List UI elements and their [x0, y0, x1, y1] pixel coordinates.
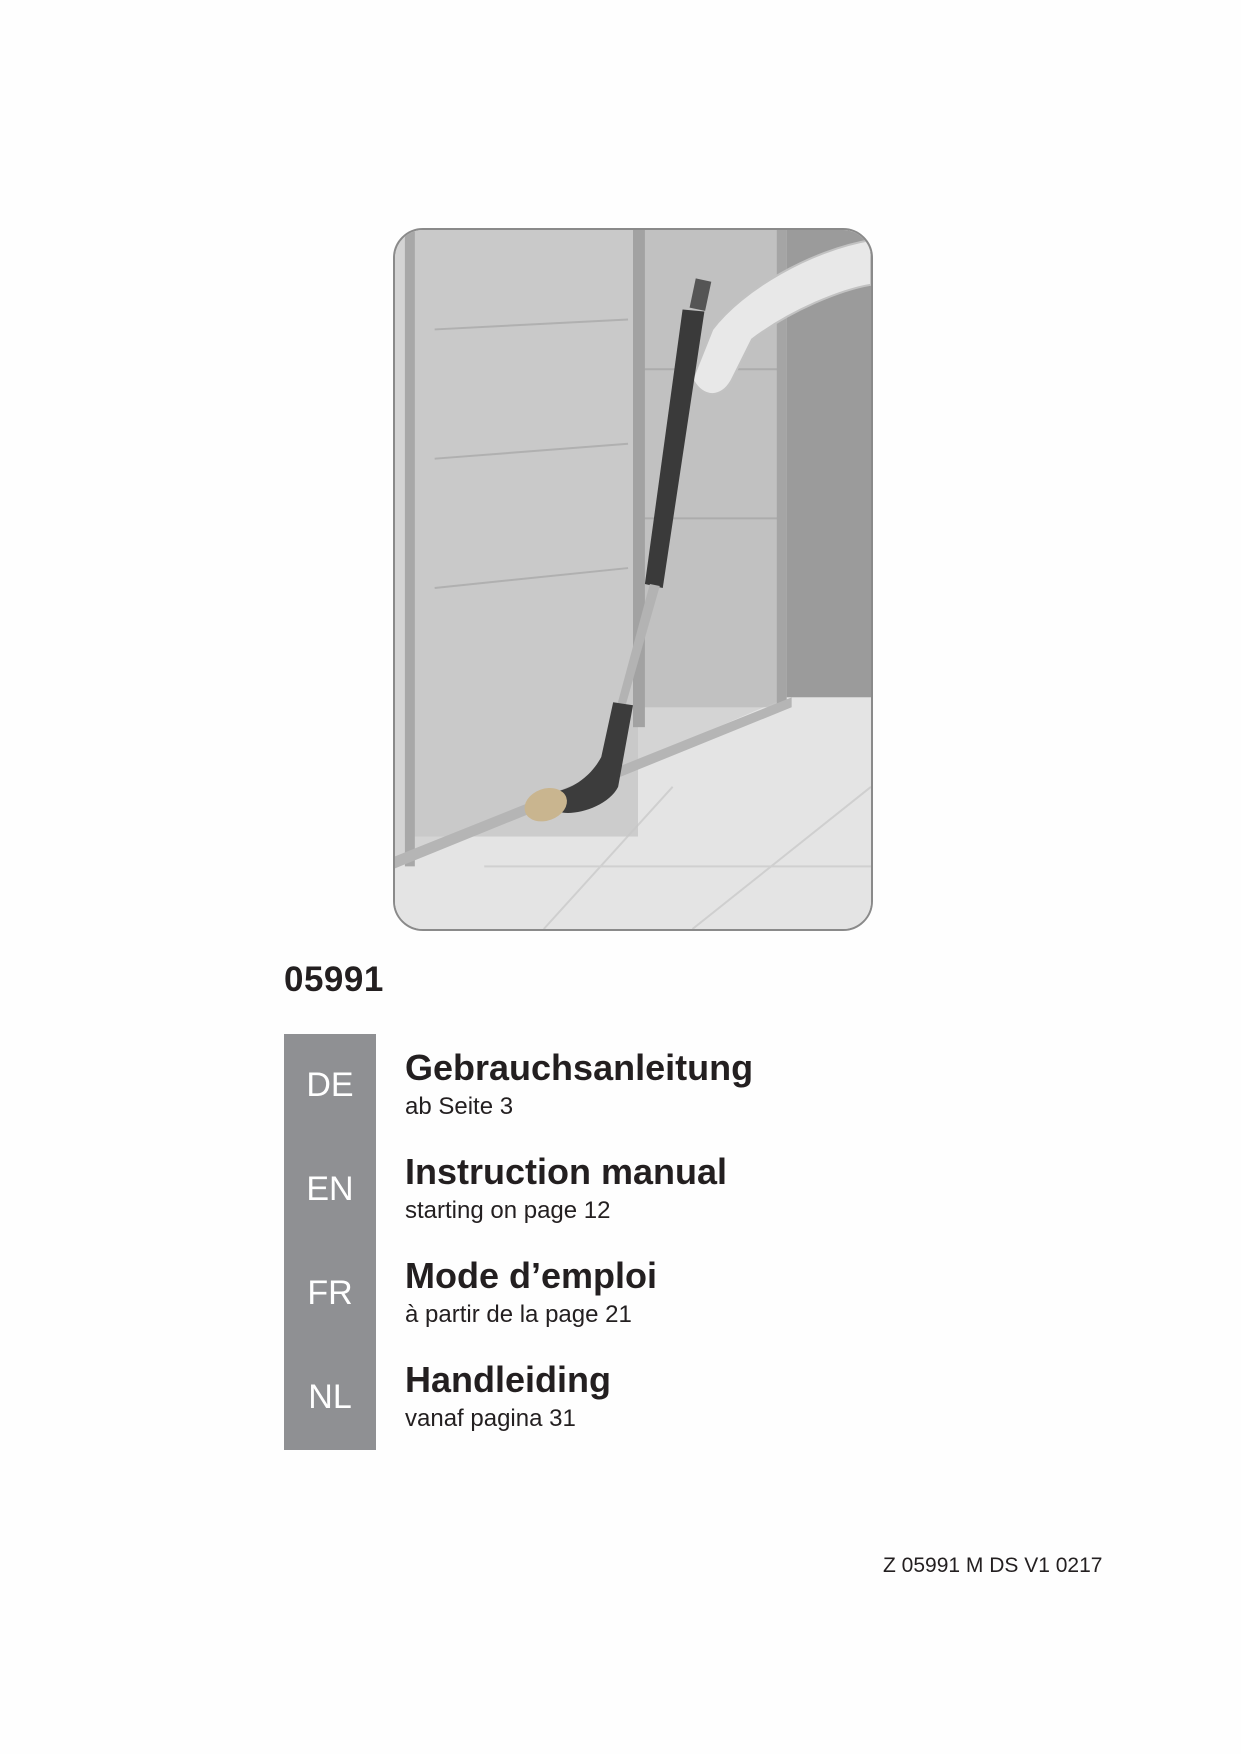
- manual-title-en: Instruction manual: [405, 1151, 728, 1192]
- language-code-fr: FR: [307, 1274, 353, 1312]
- product-photo: [393, 228, 873, 931]
- language-code-de: DE: [306, 1066, 354, 1104]
- manual-title-de: Gebrauchsanleitung: [405, 1047, 754, 1088]
- manual-title-fr: Mode d’emploi: [405, 1255, 657, 1296]
- manual-title-nl: Handleiding: [405, 1359, 611, 1400]
- document-code: Z 05991 M DS V1 0217: [883, 1554, 1103, 1577]
- language-bar: [284, 1034, 376, 1450]
- language-code-en: EN: [306, 1170, 354, 1208]
- model-number: 05991: [284, 960, 384, 999]
- manual-subtitle-fr: à partir de la page 21: [405, 1301, 632, 1328]
- manual-subtitle-nl: vanaf pagina 31: [405, 1405, 576, 1432]
- shower-cleaning-illustration: [395, 230, 871, 929]
- language-code-nl: NL: [308, 1378, 352, 1416]
- manual-subtitle-en: starting on page 12: [405, 1197, 611, 1224]
- manual-subtitle-de: ab Seite 3: [405, 1093, 514, 1120]
